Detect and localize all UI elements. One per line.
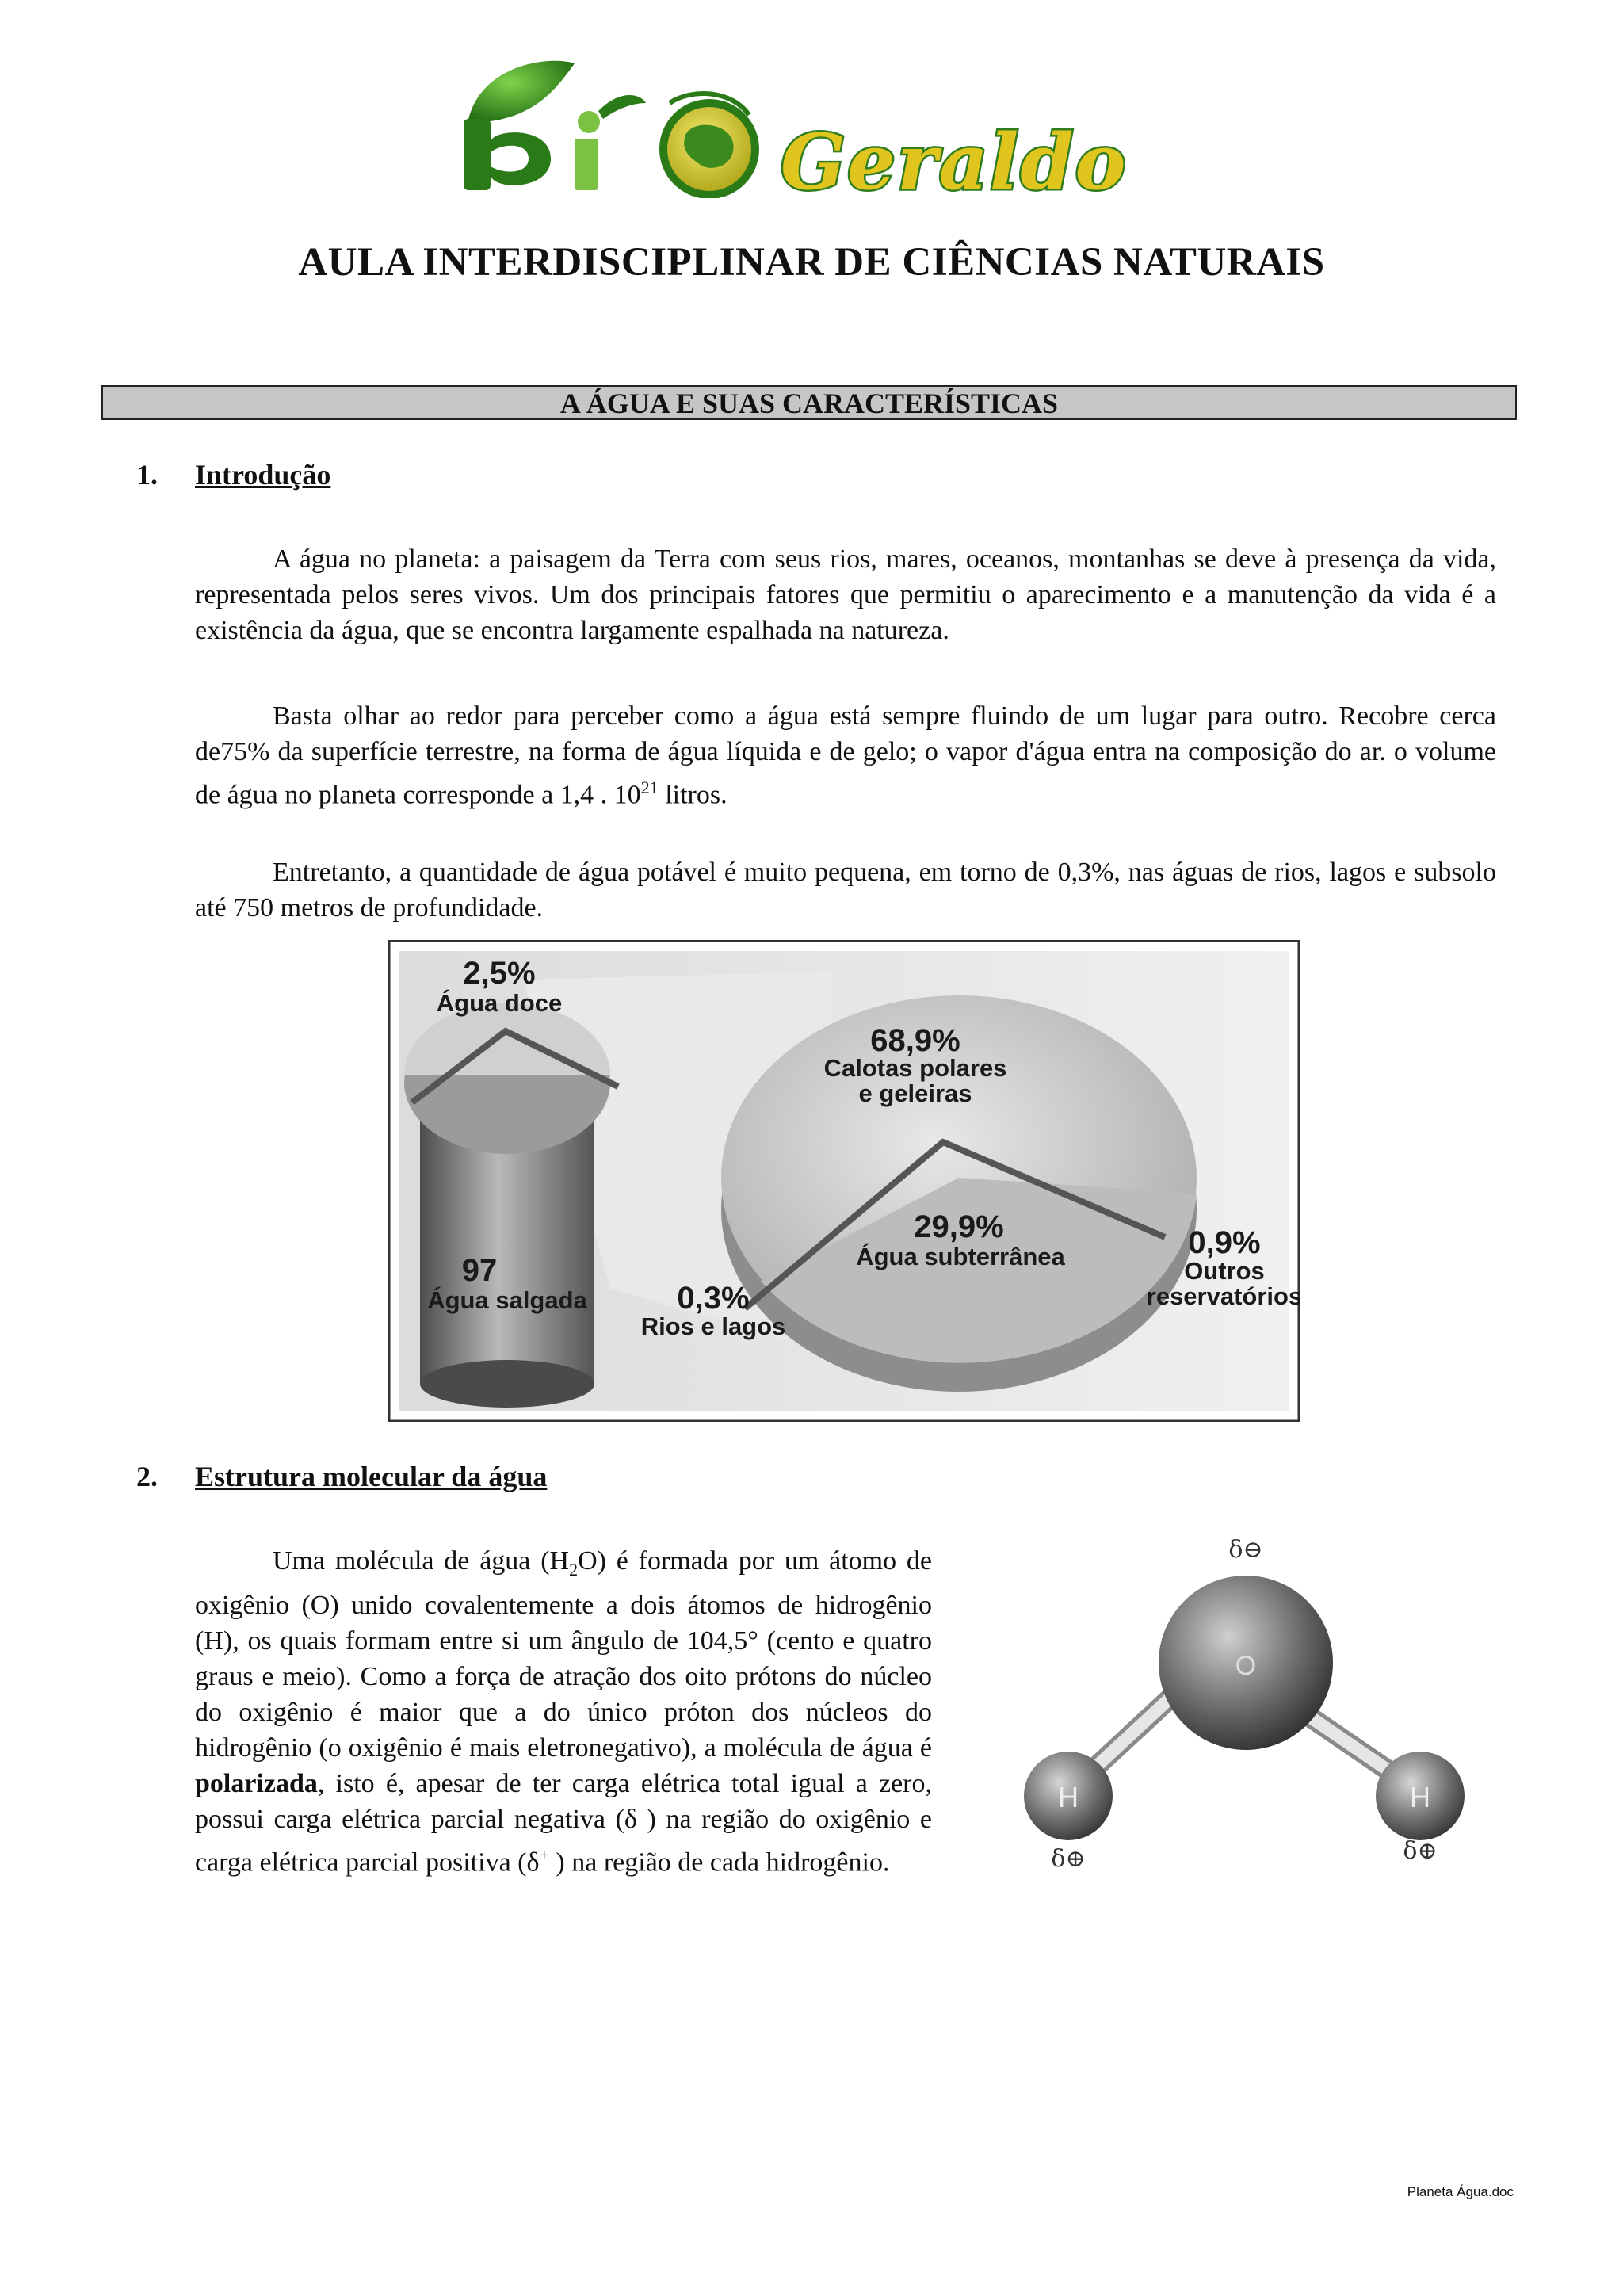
footer-filename: Planeta Água.doc [1407, 2184, 1514, 2199]
label-salt-name: Água salgada [427, 1286, 587, 1314]
bold-term: polarizada [195, 1768, 318, 1798]
paragraph-text: ) na região de cada hidrogênio. [548, 1847, 890, 1878]
exponent: 21 [640, 777, 659, 797]
water-distribution-figure [388, 940, 1300, 1422]
label-other-pct: 0,9% [1188, 1225, 1261, 1260]
hydrogen-label-left: H [1058, 1781, 1079, 1813]
intro-paragraph-1: A água no planeta: a paisagem da Terra com seus rios, mares, oceanos, montanhas se deve à presença da vida, representada pelos seres vivos. Um dos principais fatores que permitiu o aparecimento e a manutenção da vida é a existência da água, que se encontra largamente espalhada na natureza. [195, 544, 1496, 645]
water-distribution-chart [388, 940, 1300, 1422]
label-other-name-2: reservatórios [1146, 1282, 1300, 1310]
logo [456, 55, 1169, 207]
label-ice-name-2: e geleiras [858, 1079, 972, 1107]
subscript: 2 [569, 1559, 579, 1580]
leaf-icon [468, 61, 575, 123]
label-ground-pct: 29,9% [914, 1209, 1004, 1244]
label-ice-name-1: Calotas polares [823, 1054, 1007, 1082]
label-salt-pct: 97 [461, 1253, 498, 1288]
label-rivers-pct: 0,3% [677, 1281, 750, 1316]
hydrogen-label-right: H [1410, 1781, 1430, 1813]
label-fresh-pct: 2,5% [463, 956, 536, 991]
paragraph-text: Basta olhar ao redor para perceber como a água está sempre fluindo de um lugar para outro. Recobre cerca de75% da superfície terrestre, na forma de água líquida e de gelo; o vapor d'água entra na composição do ar. o volume de água no planeta corresponde a 1,4 . 10 [195, 701, 1496, 810]
section-number: 1. [136, 459, 158, 491]
label-rivers-name: Rios e lagos [640, 1312, 786, 1340]
section-number: 2. [136, 1461, 158, 1492]
paragraph-text: O) é formada por um átomo de oxigênio (O) unido covalentemente a dois átomos de hidrogênio (H), os quais formam entre si um ângulo de 104,5° (cento e quatro graus e meio). Como a força de atração dos oito prótons do núcleo do oxigênio é maior que a do único próton dos núcleos do hidrogênio (o oxigênio é mais eletronegativo), a molécula de água é [195, 1546, 932, 1763]
label-ground-name: Água subterrânea [856, 1243, 1065, 1270]
partial-charge-negative: δ⊖ [1228, 1536, 1263, 1564]
intro-paragraph-3: Entretanto, a quantidade de água potável é muito pequena, em torno de 0,3%, nas águas de rios, lagos e subsolo até 750 metros de profundidade. [195, 858, 1496, 923]
superscript: + [539, 1844, 549, 1865]
page-title: AULA INTERDISCIPLINAR DE CIÊNCIAS NATURAIS [298, 240, 1325, 285]
label-fresh-name: Água doce [436, 989, 563, 1017]
section-title: Introdução [195, 459, 331, 491]
water-molecule-figure [999, 1530, 1490, 1878]
logo-wordmark: Geraldo [781, 117, 1128, 207]
molecule-paragraph [195, 1543, 932, 1880]
oxygen-label: O [1235, 1651, 1257, 1681]
intro-paragraph-2 [195, 698, 1496, 812]
label-other-name-1: Outros [1184, 1257, 1265, 1285]
partial-charge-positive-left: δ⊕ [1051, 1845, 1086, 1873]
paragraph-text: Uma molécula de água (H [273, 1546, 570, 1576]
section-banner: A ÁGUA E SUAS CARACTERÍSTICAS [101, 385, 1517, 420]
partial-charge-positive-right: δ⊕ [1403, 1837, 1438, 1865]
label-ice-pct: 68,9% [870, 1023, 960, 1058]
section-title: Estrutura molecular da água [195, 1461, 548, 1492]
paragraph-text-end: litros. [658, 780, 727, 810]
paragraph-text: , isto é, apesar de ter carga elétrica total igual a zero, possui carga elétrica parcial negativa (δ ) na região do oxigênio e carga elétrica parcial positiva (δ [195, 1768, 932, 1878]
water-molecule-diagram [999, 1530, 1490, 1878]
